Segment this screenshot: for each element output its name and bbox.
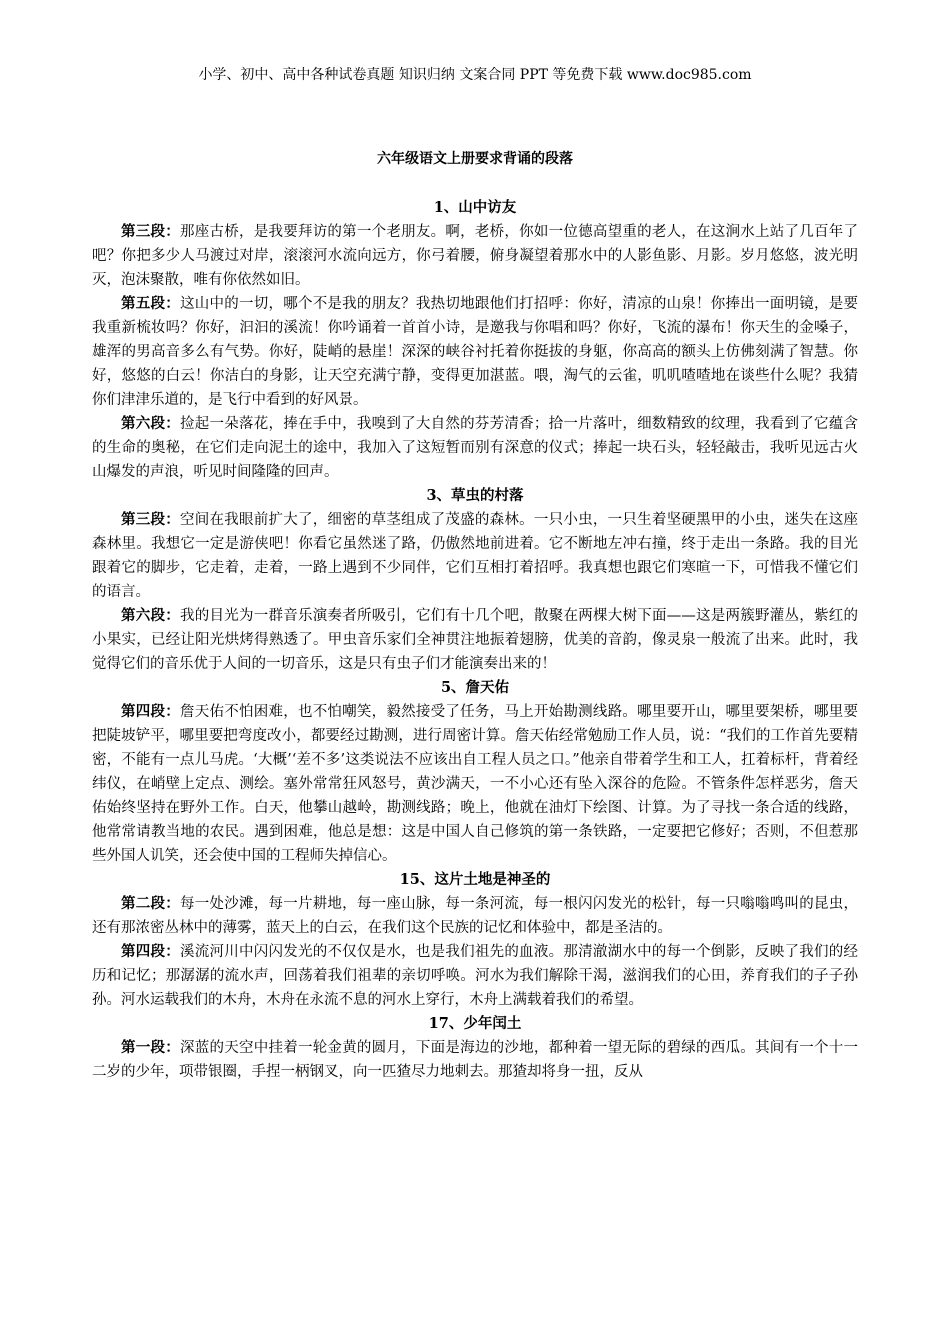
paragraph bbox=[92, 220, 858, 292]
paragraph-text: 深蓝的天空中挂着一轮金黄的圆月，下面是海边的沙地，都种着一望无际的碧绿的西瓜。其间有一个十一二岁的少年，项带银圈，手捏一柄钢叉，向一匹猹尽力地刺去。那猹却将身一扭，反从 bbox=[92, 1040, 859, 1080]
section-title: 3、草虫的村落 bbox=[426, 487, 524, 504]
section-title: 5、詹天佑 bbox=[440, 679, 510, 696]
section bbox=[92, 868, 858, 1012]
paragraph bbox=[92, 508, 858, 604]
paragraph bbox=[92, 604, 858, 676]
paragraph-label: 第三段： bbox=[121, 511, 180, 528]
paragraph bbox=[92, 1036, 858, 1084]
paragraph-label: 第一段： bbox=[121, 1039, 180, 1056]
paragraph-label: 第五段： bbox=[121, 295, 180, 312]
document-body bbox=[92, 196, 858, 1084]
paragraph-text: 这山中的一切，哪个不是我的朋友？我热切地跟他们打招呼：你好，清凉的山泉！你捧出一面明镜，是要我重新梳妆吗？你好，汩汩的溪流！你吟诵着一首首小诗，是邀我与你唱和吗？你好，飞流的瀑布！你天生的金嗓子，雄浑的男高音多么有气势。你好，陡峭的悬崖！深深的峡谷衬托着你挺拔的身躯，你高高的额头上仿佛刻满了智慧。你好，悠悠的白云！你洁白的身影，让天空充满宁静，变得更加湛蓝。喂，淘气的云雀，叽叽喳喳地在谈些什么呢？我猜你们津津乐道的，是飞行中看到的好风景。 bbox=[92, 296, 859, 408]
paragraph-label: 第六段： bbox=[121, 607, 180, 624]
paragraph-label: 第二段： bbox=[121, 895, 180, 912]
paragraph bbox=[92, 412, 858, 484]
section-title: 1、山中访友 bbox=[433, 199, 517, 216]
paragraph-text: 捡起一朵落花，捧在手中，我嗅到了大自然的芬芳清香；拾一片落叶，细数精致的纹理，我看到了它蕴含的生命的奥秘，在它们走向泥土的途中，我加入了这短暂而别有深意的仪式；捧起一块石头，轻轻敲击，我听见远古火山爆发的声浪，听见时间隆隆的回声。 bbox=[92, 416, 859, 480]
section-title: 17、少年闰土 bbox=[428, 1015, 522, 1032]
document-title: 六年级语文上册要求背诵的段落 bbox=[377, 151, 573, 167]
paragraph-text: 空间在我眼前扩大了，细密的草茎组成了茂盛的森林。一只小虫，一只生着坚硬黑甲的小虫，迷失在这座森林里。我想它一定是游侠吧！你看它虽然迷了路，仍傲然地前进着。它不断地左冲右撞，终于走出一条路。我的目光跟着它的脚步，它走着，走着，一路上遇到不少同伴，它们互相打着招呼。我真想也跟它们寒暄一下，可惜我不懂它们的语言。 bbox=[92, 512, 859, 600]
paragraph-text: 詹天佑不怕困难，也不怕嘲笑，毅然接受了任务，马上开始勘测线路。哪里要开山，哪里要架桥，哪里要把陡坡铲平，哪里要把弯度改小，都要经过勘测，进行周密计算。詹天佑经常勉励工作人员，说：“我们的工作首先要精密，不能有一点儿马虎。‘大概’‘差不多’这类说法不应该出自工程人员之口。”他亲自带着学生和工人，扛着标杆，背着经纬仪，在峭壁上定点、测绘。塞外常常狂风怒号，黄沙满天，一不小心还有坠入深谷的危险。不管条件怎样恶劣，詹天佑始终坚持在野外工作。白天，他攀山越岭，勘测线路；晚上，他就在油灯下绘图、计算。为了寻找一条合适的线路，他常常请教当地的农民。遇到困难，他总是想：这是中国人自己修筑的第一条铁路，一定要把它修好；否则，不但惹那些外国人讥笑，还会使中国的工程师失掉信心。 bbox=[92, 704, 859, 864]
paragraph-label: 第四段： bbox=[121, 943, 180, 960]
paragraph bbox=[92, 892, 858, 940]
paragraph-text: 那座古桥，是我要拜访的第一个老朋友。啊，老桥，你如一位德高望重的老人，在这涧水上站了几百年了吧？你把多少人马渡过对岸，滚滚河水流向远方，你弓着腰，俯身凝望着那水中的人影鱼影、月影。岁月悠悠，波光明灭，泡沫聚散，唯有你依然如旧。 bbox=[92, 224, 859, 288]
page-header: 小学、初中、高中各种试卷真题 知识归纳 文案合同 PPT 等免费下载 www.doc985.com bbox=[198, 67, 752, 83]
paragraph bbox=[92, 700, 858, 868]
section-title: 15、这片土地是神圣的 bbox=[399, 871, 551, 888]
paragraph-text: 每一处沙滩，每一片耕地，每一座山脉，每一条河流，每一根闪闪发光的松针，每一只嗡嗡鸣叫的昆虫，还有那浓密丛林中的薄雾，蓝天上的白云，在我们这个民族的记忆和体验中，都是圣洁的。 bbox=[92, 896, 859, 936]
paragraph bbox=[92, 940, 858, 1012]
paragraph bbox=[92, 292, 858, 412]
paragraph-label: 第三段： bbox=[121, 223, 180, 240]
section bbox=[92, 1012, 858, 1084]
section bbox=[92, 196, 858, 484]
paragraph-text: 溪流河川中闪闪发光的不仅仅是水，也是我们祖先的血液。那清澈湖水中的每一个倒影，反映了我们的经历和记忆；那潺潺的流水声，回荡着我们祖辈的亲切呼唤。河水为我们解除干渴，滋润我们的心田，养育我们的子子孙孙。河水运载我们的木舟，木舟在永流不息的河水上穿行，木舟上满载着我们的希望。 bbox=[92, 944, 859, 1008]
section bbox=[92, 484, 858, 676]
paragraph-label: 第四段： bbox=[121, 703, 180, 720]
paragraph-label: 第六段： bbox=[121, 415, 180, 432]
paragraph-text: 我的目光为一群音乐演奏者所吸引，它们有十几个吧，散聚在两棵大树下面——这是两簇野灌丛，紫红的小果实，已经让阳光烘烤得熟透了。甲虫音乐家们全神贯注地振着翅膀，优美的音韵，像灵泉一般流了出来。此时，我觉得它们的音乐优于人间的一切音乐，这是只有虫子们才能演奏出来的！ bbox=[92, 608, 858, 672]
section bbox=[92, 676, 858, 868]
